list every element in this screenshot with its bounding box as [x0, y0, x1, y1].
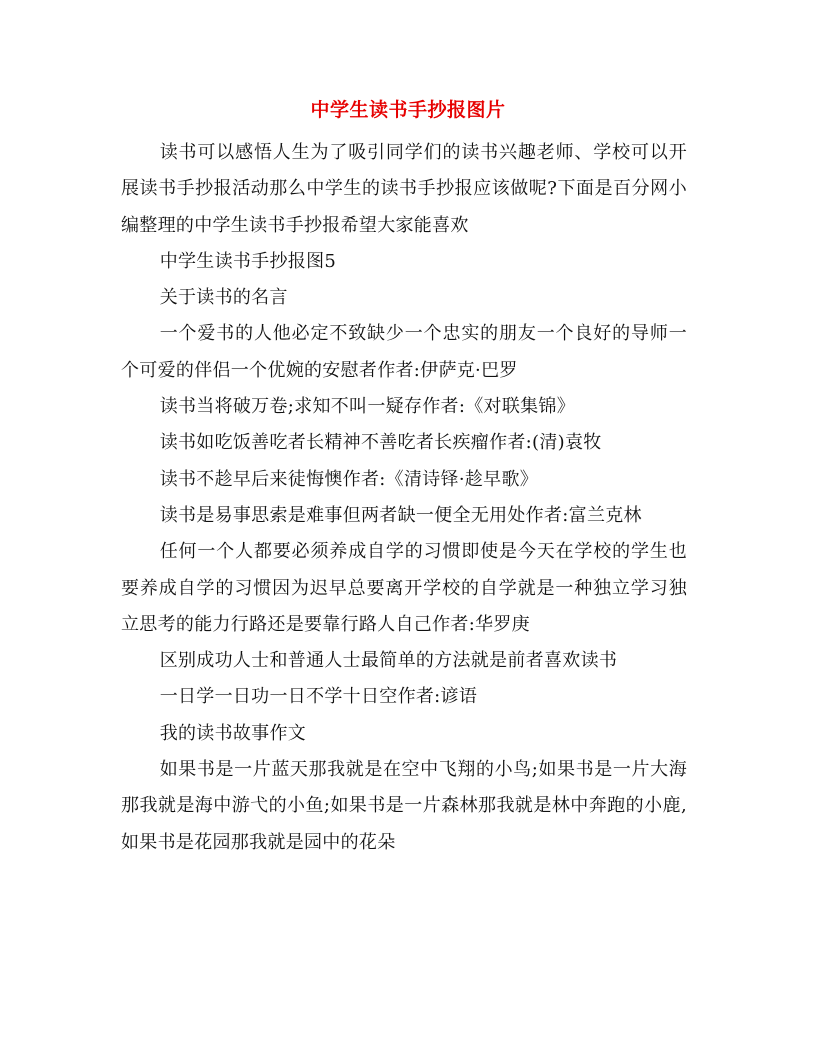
section-heading-quotes: 关于读书的名言 — [159, 287, 288, 309]
quote-item: 一个爱书的人他必定不致缺少一个忠实的朋友一个良好的导师一个可爱的伴侣一个优婉的安慰者作者:伊萨克·巴罗 — [121, 323, 687, 381]
quote-item: 一日学一日功一日不学十日空作者:谚语 — [159, 686, 478, 708]
quote-item: 任何一个人都要必须养成自学的习惯即使是今天在学校的学生也要养成自学的习惯因为迟早总要离开学校的自学就是一种独立学习独立思考的能力行路还是要靠行路人自己作者:华罗庚 — [121, 541, 687, 635]
document-title: 中学生读书手抄报图片 — [310, 99, 506, 121]
quote-item: 读书不趁早后来徒悔懊作者:《清诗铎·趁早歌》 — [159, 468, 539, 490]
paragraph-intro: 读书可以感悟人生为了吸引同学们的读书兴趣老师、学校可以开展读书手抄报活动那么中学生的读书手抄报应该做呢?下面是百分网小编整理的中学生读书手抄报希望大家能喜欢 — [121, 142, 687, 236]
quote-item: 读书当将破万卷;求知不叫一疑存作者:《对联集锦》 — [159, 396, 576, 418]
quote-item: 读书如吃饭善吃者长精神不善吃者长疾瘤作者:(清)袁牧 — [159, 432, 602, 454]
document-body — [121, 135, 687, 861]
section-heading-essay: 我的读书故事作文 — [159, 722, 307, 744]
quote-item: 读书是易事思索是难事但两者缺一便全无用处作者:富兰克林 — [159, 504, 642, 526]
quote-item: 区别成功人士和普通人士最简单的方法就是前者喜欢读书 — [159, 650, 618, 672]
paragraph-image-caption: 中学生读书手抄报图5 — [159, 250, 337, 272]
paragraph-essay: 如果书是一片蓝天那我就是在空中飞翔的小鸟;如果书是一片大海那我就是海中游弋的小鱼;如果书是一片森林那我就是林中奔跑的小鹿,如果书是花园那我就是园中的花朵 — [121, 759, 687, 853]
